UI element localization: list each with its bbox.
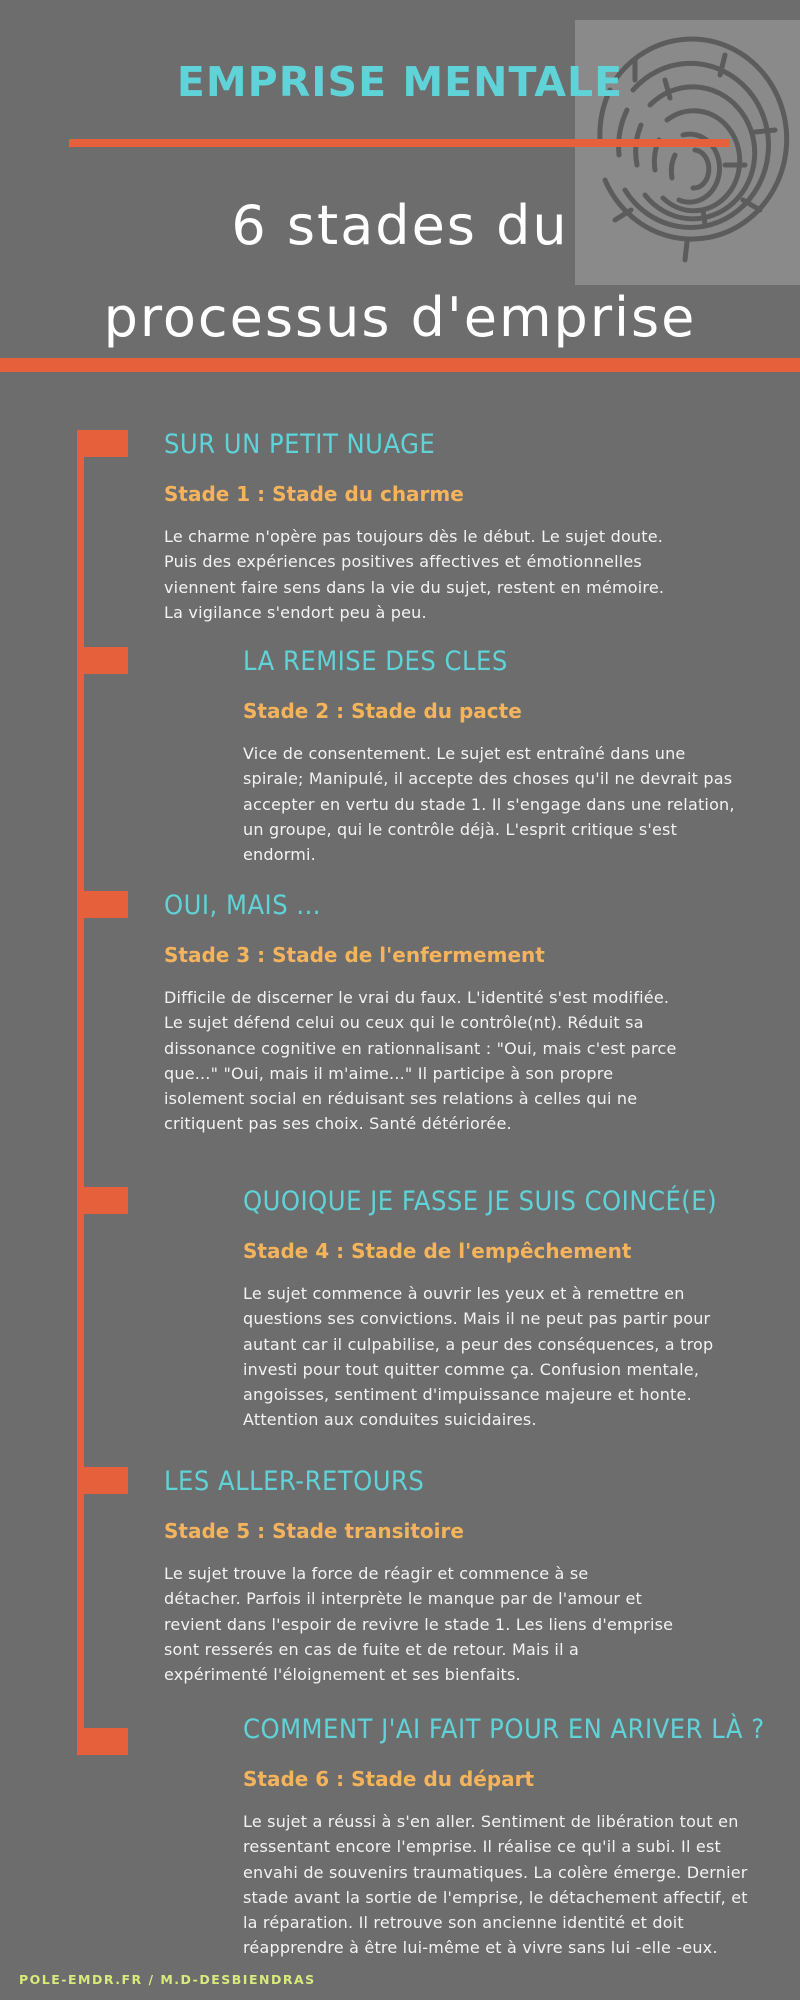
stage-4: [243, 1184, 793, 1433]
title-line-1: 6 stades du: [231, 194, 569, 257]
stage-description: Vice de consentement. Le sujet est entraîné dans une spirale; Manipulé, il accepte des choses qu'il ne devrait pas accepter en vertu du stade 1. Il s'engage dans une relation, un groupe, qui le contrôle déjà. L'esprit critique s'est endormi.: [243, 744, 735, 865]
stage-1: [164, 427, 764, 625]
stage-2: [243, 644, 793, 867]
stage-subtitle: Stade 2 : Stade du pacte: [243, 699, 522, 723]
stage-heading: QUOIQUE JE FASSE JE SUIS COINCÉ(E): [243, 1186, 718, 1217]
stage-description: Difficile de discerner le vrai du faux. L'identité s'est modifiée. Le sujet défend celui ou ceux qui le contrôle(nt). Réduit sa dissonance cognitive en rationnalisant : "Oui, mais c'est parce que..." "Oui, mais il m'aime..." Il participe à son propre isolement social en réduisant ses relations à celles qui ne critiquent pas ses choix. Santé détériorée.: [164, 988, 677, 1134]
stage-subtitle: Stade 1 : Stade du charme: [164, 482, 464, 506]
stage-subtitle: Stade 4 : Stade de l'empêchement: [243, 1239, 632, 1263]
timeline-line: [77, 430, 84, 1745]
stage-6: [243, 1712, 793, 1961]
stage-description: Le sujet a réussi à s'en aller. Sentiment de libération tout en ressentant encore l'emprise. Il réalise ce qu'il a subi. Il est envahi de souvenirs traumatiques. La colère émerge. Dernier stade avant la sortie de l'emprise, le détachement affectif, et la réparation. Il retrouve son ancienne identité et doit réapprendre à être lui-même et à vivre sans lui -elle -eux.: [243, 1812, 748, 1958]
stage-subtitle: Stade 5 : Stade transitoire: [164, 1519, 464, 1543]
stage-heading: SUR UN PETIT NUAGE: [164, 429, 436, 460]
stage-5: [164, 1464, 784, 1687]
header-band: [0, 358, 800, 372]
stage-heading: COMMENT J'AI FAIT POUR EN ARIVER LÀ ?: [243, 1714, 765, 1745]
timeline-marker: [77, 1728, 128, 1755]
timeline-marker: [77, 1187, 128, 1214]
stage-description: Le charme n'opère pas toujours dès le début. Le sujet doute. Puis des expériences positives affectives et émotionnelles viennent faire sens dans la vie du sujet, restent en mémoire. La vigilance s'endort peu à peu.: [164, 527, 665, 622]
stage-subtitle: Stade 3 : Stade de l'enfermement: [164, 943, 545, 967]
stage-subtitle: Stade 6 : Stade du départ: [243, 1767, 535, 1791]
stage-heading: OUI, MAIS ...: [164, 890, 321, 921]
page-title: [0, 180, 800, 364]
timeline-marker: [77, 1467, 128, 1494]
title-line-2: processus d'emprise: [103, 286, 697, 349]
page-kicker: EMPRISE MENTALE: [176, 58, 624, 106]
divider: [69, 139, 730, 147]
stage-description: Le sujet trouve la force de réagir et commence à se détacher. Parfois il interprète le manque par de l'amour et revient dans l'espoir de revivre le stade 1. Les liens d'emprise sont resserés en cas de fuite et de retour. Mais il a expérimenté l'éloignement et ses bienfaits.: [164, 1564, 674, 1685]
stage-3: [164, 888, 784, 1137]
timeline-marker: [77, 647, 128, 674]
stage-description: Le sujet commence à ouvrir les yeux et à remettre en questions ses convictions. Mais il ne peut pas partir pour autant car il culpabilise, a peur des conséquences, a trop investi pour tout quitter comme ça. Confusion mentale, angoisses, sentiment d'impuissance majeure et honte. Attention aux conduites suicidaires.: [243, 1284, 714, 1430]
timeline-marker: [77, 430, 128, 457]
footer-credit: POLE-EMDR.FR / M.D-DESBIENDRAS: [19, 1972, 316, 1987]
stage-heading: LA REMISE DES CLES: [243, 646, 508, 677]
stage-heading: LES ALLER-RETOURS: [164, 1466, 425, 1497]
timeline-marker: [77, 891, 128, 918]
